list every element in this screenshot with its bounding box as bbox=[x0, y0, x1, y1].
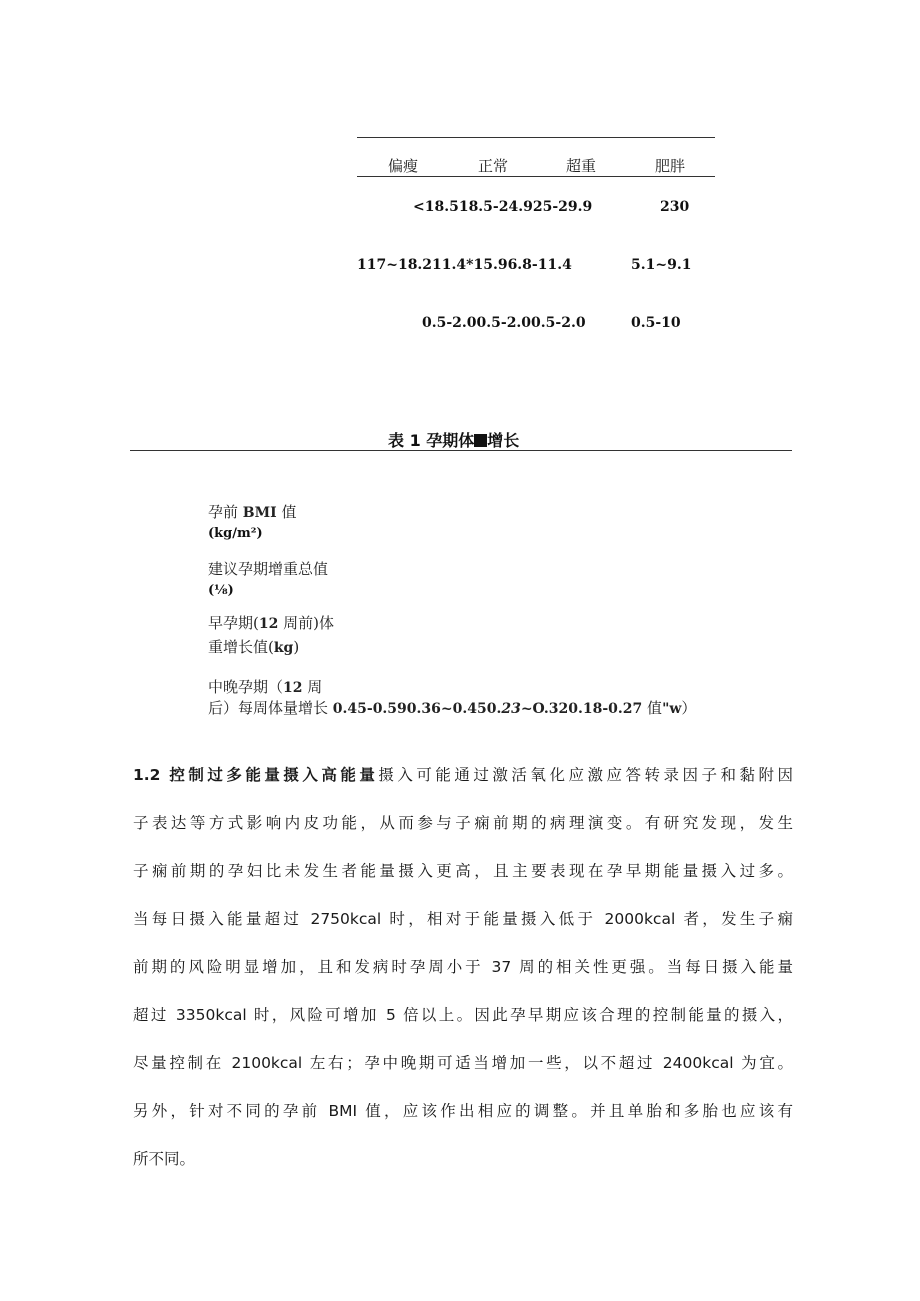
label-total-gain: 建议孕期增重总值 bbox=[208, 560, 329, 578]
paragraph-line: 前期的风险明显增加，且和发病时孕周小于 37 周的相关性更强。当每日摄入能量 bbox=[133, 958, 793, 976]
paragraph-line: 子痫前期的孕妇比未发生者能量摄入更高，且主要表现在孕早期能量摄入过多。 bbox=[133, 862, 793, 880]
paragraph-line: 尽量控制在 2100kcal 左右；孕中晚期可适当增加一些，以不超过 2400kcal 为宜。 bbox=[133, 1054, 793, 1072]
header-normal: 正常 bbox=[478, 157, 509, 175]
table-header-rule bbox=[357, 176, 715, 177]
label-mid-late-line2: 后）每周体量增长 0.45-0.590.36~0.450.23~O.320.18-0.27 值"w） bbox=[208, 699, 697, 717]
label-mid-late: 中晚孕期（12 周 bbox=[208, 678, 323, 696]
label-total-unit: (⅛) bbox=[208, 583, 234, 598]
label-bmi-unit: (kg/m²) bbox=[208, 526, 263, 541]
row-total-gain-obese: 5.1~9.1 bbox=[631, 257, 692, 273]
caption-rule bbox=[130, 450, 792, 451]
redacted-square-icon bbox=[474, 434, 487, 447]
paragraph-line: 超过 3350kcal 时，风险可增加 5 倍以上。因此孕早期应该合理的控制能量的摄入， bbox=[133, 1006, 793, 1024]
paragraph-line: 子表达等方式影响内皮功能，从而参与子痫前期的病理演变。有研究发现，发生 bbox=[133, 814, 793, 832]
row-early-gain-obese: 0.5-10 bbox=[631, 315, 681, 331]
label-bmi: 孕前 BMI 值 bbox=[208, 503, 297, 521]
body-paragraph bbox=[133, 759, 793, 1191]
table-top-rule bbox=[357, 137, 715, 138]
paragraph-line: 另外，针对不同的孕前 BMI 值，应该作出相应的调整。并且单胎和多胎也应该有 bbox=[133, 1102, 793, 1120]
paragraph-line: 当每日摄入能量超过 2750kcal 时，相对于能量摄入低于 2000kcal 者，发生子痫 bbox=[133, 910, 793, 928]
section-heading: 1.2 控制过多能量摄入高能量 bbox=[133, 766, 379, 784]
caption-text-before: 表 1 孕期体 bbox=[388, 431, 475, 450]
header-overweight: 超重 bbox=[566, 157, 597, 175]
label-early-gain: 早孕期(12 周前)体 bbox=[208, 614, 334, 632]
table-caption bbox=[388, 428, 519, 451]
row-early-gain: 0.5-2.00.5-2.00.5-2.0 bbox=[422, 315, 586, 331]
label-early-gain-line2: 重增长值(kg) bbox=[208, 638, 300, 656]
row-bmi-range: <18.518.5-24.925-29.9 bbox=[413, 199, 593, 215]
row-bmi-obese: 230 bbox=[660, 199, 690, 215]
paragraph-line: 1.2 控制过多能量摄入高能量摄入可能通过激活氧化应激应答转录因子和黏附因 bbox=[133, 766, 793, 784]
header-underweight: 偏瘦 bbox=[388, 157, 419, 175]
paragraph-line: 所不同。 bbox=[133, 1150, 196, 1168]
header-obese: 肥胖 bbox=[655, 157, 686, 175]
caption-text-after: 增长 bbox=[487, 431, 520, 450]
row-total-gain: 117~18.211.4*15.96.8-11.4 bbox=[357, 257, 572, 273]
